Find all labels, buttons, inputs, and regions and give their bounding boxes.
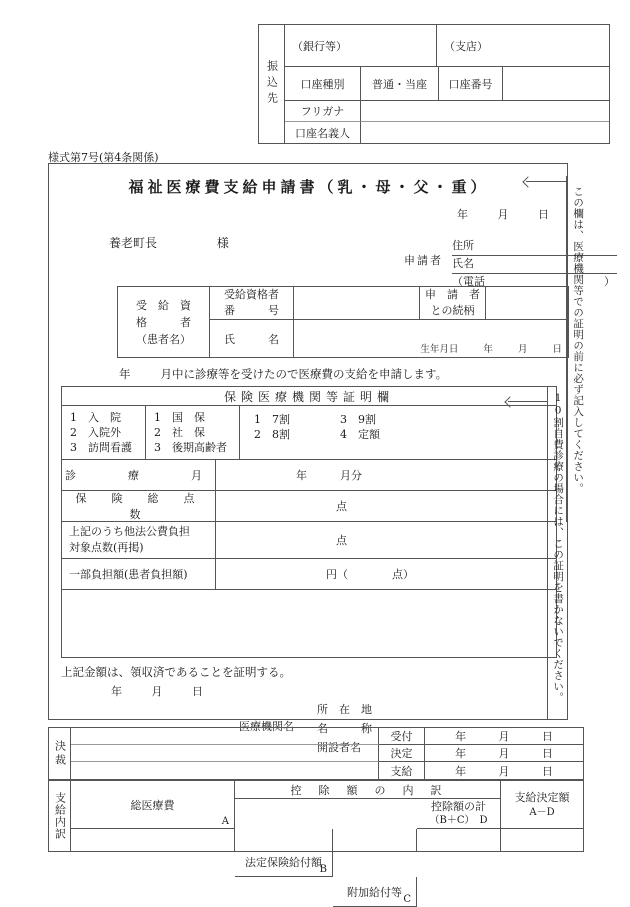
total-points-label: 保 険 総 点 数 xyxy=(62,491,216,522)
note-arrow-1 xyxy=(522,176,568,186)
relation-label xyxy=(420,287,486,320)
recipient-name-value[interactable] xyxy=(294,320,568,357)
cert-date-month: 月 xyxy=(151,685,163,698)
app-date-month: 月 xyxy=(497,208,509,221)
birth-day: 日 xyxy=(552,344,562,355)
recipient-side-label xyxy=(118,287,210,357)
applicant-tel-label: （電話 xyxy=(452,275,485,288)
decision-date-2-month: 月 xyxy=(498,764,510,778)
bank-transfer-table xyxy=(258,24,610,144)
recipient-number-label xyxy=(210,287,294,320)
birth-month: 月 xyxy=(517,344,528,355)
recipient-number-value[interactable] xyxy=(294,287,420,320)
recipient-number-label-l2: 番 号 xyxy=(224,304,279,317)
breakdown-header-decided-amount-sub: A－D xyxy=(529,806,555,818)
deduction-group-header: 控 除 額 の 内 訳 xyxy=(235,781,501,799)
admission-option-2[interactable]: 3 訪問看護 xyxy=(70,441,132,454)
decision-label-1: 決定 xyxy=(379,745,425,762)
breakdown-value-c[interactable] xyxy=(333,829,417,851)
account-holder-label: 口座名義人 xyxy=(285,122,361,143)
account-number-label: 口座番号 xyxy=(439,67,503,101)
bank-name-cell[interactable]: （銀行等） xyxy=(285,25,437,67)
decision-note-row-2[interactable] xyxy=(71,762,379,779)
breakdown-value-b[interactable] xyxy=(235,829,333,851)
decision-date-0-year: 年 xyxy=(455,730,467,743)
institution-founder-field[interactable]: 開設者名 xyxy=(317,741,361,754)
breakdown-header-supplemental-label: 附加給付等 xyxy=(347,885,402,899)
certification-date-row xyxy=(85,683,203,699)
addressee-name: 養老町長 xyxy=(109,236,158,250)
relation-label-l2: との続柄 xyxy=(430,304,475,317)
breakdown-header-total-medical xyxy=(71,781,235,829)
rate-option-3[interactable]: 4 定額 xyxy=(340,428,380,441)
recipient-table xyxy=(117,286,569,358)
decision-date-2-day: 日 xyxy=(541,764,553,778)
application-statement xyxy=(119,366,447,382)
breakdown-value-a[interactable] xyxy=(71,829,235,851)
recipient-number-label-l1: 受給資格者 xyxy=(224,288,279,301)
breakdown-value-final[interactable] xyxy=(501,829,583,851)
breakdown-header-total-medical-label: 総医療費 xyxy=(130,798,175,812)
account-number-value[interactable] xyxy=(503,67,609,101)
form-number-label: 様式第7号(第4条関係) xyxy=(48,151,159,164)
decision-date-1-day: 日 xyxy=(541,747,553,760)
decision-date-0[interactable] xyxy=(425,728,583,745)
institution-label: 医療機関名 xyxy=(239,720,294,733)
note-arrow-2 xyxy=(504,396,548,406)
cert-date-year: 年 xyxy=(111,685,122,698)
total-points-value[interactable]: 点 xyxy=(216,491,556,522)
account-type-value[interactable]: 普通・当座 xyxy=(361,67,439,101)
applicant-block xyxy=(404,238,619,292)
institution-name-field[interactable]: 名 称 xyxy=(317,722,372,735)
treatment-month-label: 診 療 月 xyxy=(62,460,216,491)
rate-option-0[interactable]: 1 7割 xyxy=(254,413,290,426)
app-date-year: 年 xyxy=(457,208,468,221)
admission-options[interactable] xyxy=(62,406,146,460)
public-expense-points-label xyxy=(62,522,216,559)
account-type-label: 口座種別 xyxy=(285,67,361,101)
decision-date-0-day: 日 xyxy=(541,730,553,743)
page-title: 福祉医療費支給申請書（乳・母・父・重） xyxy=(128,178,490,196)
applicant-address-field[interactable]: 住所 xyxy=(452,238,617,256)
birth-year: 年 xyxy=(483,344,493,355)
breakdown-header-decided-amount-label: 支給決定額 xyxy=(514,790,570,804)
account-holder-value[interactable] xyxy=(361,122,609,143)
birth-date-row xyxy=(398,341,562,355)
breakdown-header-statutory-label: 法定保険給付額 xyxy=(245,855,322,869)
insurance-option-2[interactable]: 3 後期高齢者 xyxy=(154,441,227,454)
decision-note-row-0[interactable] xyxy=(71,728,379,745)
decision-table xyxy=(48,727,584,780)
recipient-side-label-l1: 受 給 資 xyxy=(136,298,191,312)
public-expense-points-value[interactable]: 点 xyxy=(216,522,556,559)
insurance-options[interactable] xyxy=(146,406,240,460)
addressee-row xyxy=(109,234,229,251)
payment-breakdown-table xyxy=(48,780,584,905)
recipient-name-label: 氏 名 xyxy=(210,320,294,357)
recipient-side-label-l2: 格 者 xyxy=(136,315,191,329)
patient-share-value[interactable]: 円（ 点） xyxy=(216,559,556,590)
breakdown-header-decided-amount xyxy=(501,781,583,829)
decision-date-1[interactable] xyxy=(425,745,583,762)
applicant-label: 申請者 xyxy=(404,254,443,267)
certification-box xyxy=(61,386,557,658)
patient-share-label: 一部負担額(患者負担額) xyxy=(62,559,216,590)
app-date-day: 日 xyxy=(538,208,549,221)
furigana-value[interactable] xyxy=(361,101,609,122)
decision-date-2-year: 年 xyxy=(455,764,467,778)
insurance-option-1[interactable]: 2 社 保 xyxy=(154,426,205,439)
birth-label: 生年月日 xyxy=(420,344,459,355)
note-bracket-2 xyxy=(547,386,548,720)
institution-address-field[interactable]: 所 在 地 xyxy=(317,703,372,716)
admission-option-1[interactable]: 2 入院外 xyxy=(70,426,121,439)
relation-value[interactable] xyxy=(486,287,568,320)
statement-text: 月中に診療等を受けたので医療費の支給を申請します。 xyxy=(160,367,448,381)
application-date-row xyxy=(49,206,549,222)
breakdown-header-deduction-total xyxy=(417,799,501,829)
breakdown-mark-c: C xyxy=(403,894,411,905)
decision-side-label: 決裁 xyxy=(49,728,71,779)
addressee-honorific: 様 xyxy=(216,236,229,250)
vertical-note-1: この欄は、医療機関等での証明の前に必ず記入してください。 xyxy=(572,186,585,494)
admission-option-0[interactable]: 1 入 院 xyxy=(70,411,121,424)
breakdown-mark-b: B xyxy=(319,864,327,875)
breakdown-value-d[interactable] xyxy=(417,829,501,851)
decision-date-0-month: 月 xyxy=(498,730,510,743)
decision-note-row-1[interactable] xyxy=(71,745,379,762)
note-bracket-1 xyxy=(566,176,567,522)
breakdown-header-deduction-total-label: 控除額の計 xyxy=(431,799,486,813)
rate-options[interactable] xyxy=(240,406,556,460)
breakdown-header-statutory xyxy=(235,847,333,877)
bank-side-label: 振込先 xyxy=(259,25,285,143)
recipient-side-label-l3: （患者名） xyxy=(136,332,191,346)
public-expense-points-label-l2: 対象点数(再掲) xyxy=(69,541,144,554)
applicant-tel-close: ） xyxy=(604,275,615,288)
decision-label-2: 支給 xyxy=(379,762,425,779)
decision-date-1-month: 月 xyxy=(498,747,510,760)
rate-option-1[interactable]: 2 8割 xyxy=(254,428,290,441)
furigana-label: フリガナ xyxy=(285,101,361,122)
receipt-certification-statement: 上記金額は、領収済であることを証明する。 xyxy=(61,665,291,679)
insurance-option-0[interactable]: 1 国 保 xyxy=(154,411,205,424)
statement-year: 年 xyxy=(119,367,131,381)
treatment-month-value[interactable]: 年 月分 xyxy=(216,460,556,491)
cert-date-day: 日 xyxy=(192,685,203,698)
bank-branch-cell[interactable]: （支店） xyxy=(437,25,609,67)
breakdown-header-deduction-total-sub: （B＋C） D xyxy=(429,814,488,826)
breakdown-side-label: 支給内訳 xyxy=(49,781,71,851)
breakdown-mark-a: A xyxy=(221,816,229,827)
applicant-name-field[interactable]: 氏名 xyxy=(452,256,617,274)
vertical-note-2: 10割自費診療の場合には、この証明を書かないでください。 xyxy=(552,392,565,703)
public-expense-points-label-l1: 上記のうち他法公費負担 xyxy=(69,525,190,538)
certification-header: 保険医療機関等証明欄 xyxy=(62,387,556,406)
decision-date-1-year: 年 xyxy=(455,747,467,760)
decision-date-2[interactable] xyxy=(425,762,583,779)
rate-option-2[interactable]: 3 9割 xyxy=(340,413,376,426)
relation-label-l1: 申 請 者 xyxy=(425,288,480,301)
decision-label-0: 受付 xyxy=(379,728,425,745)
